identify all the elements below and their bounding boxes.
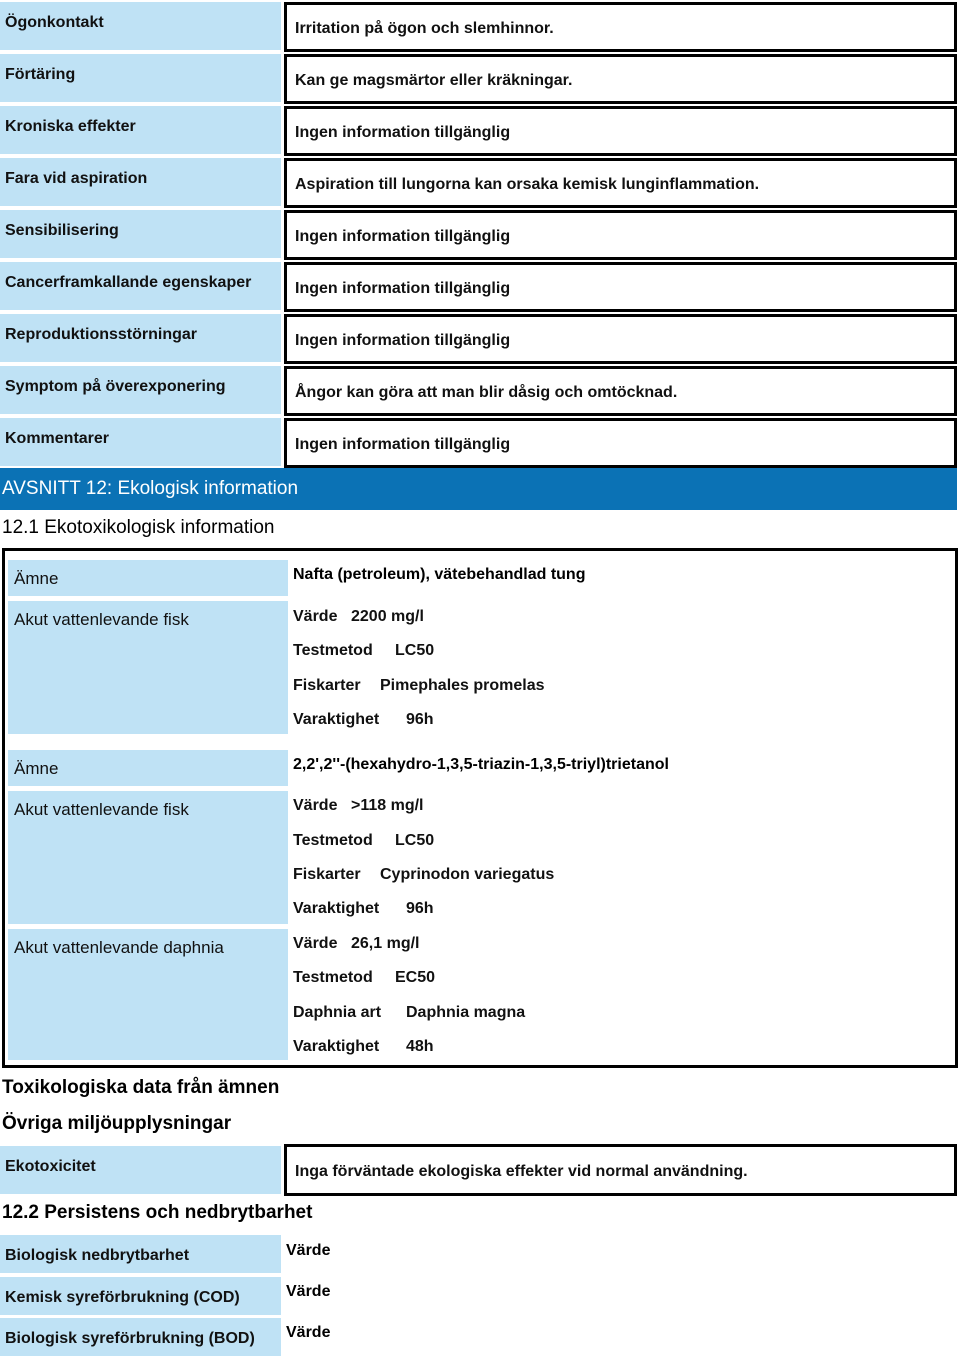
- section-12-title: AVSNITT 12: Ekologisk information: [2, 478, 299, 499]
- value-text: Daphnia magna: [406, 1004, 526, 1021]
- value-text: EC50: [395, 969, 436, 986]
- substance-2-name: 2,2',2''-(hexahydro-1,3,5-triazin-1,3,5-triyl)trietanol: [293, 756, 669, 773]
- substance-1-fish-species: [293, 677, 545, 695]
- label-text: Kroniska effekter: [5, 118, 136, 135]
- row-value-eye-contact: [284, 2, 957, 52]
- substance-2-fish-species: [293, 866, 554, 884]
- row-value-comments: [284, 418, 957, 468]
- key-text: Värde: [293, 935, 338, 952]
- biodegradability-value: Värde: [286, 1242, 331, 1259]
- substance-1-name: Nafta (petroleum), vätebehandlad tung: [293, 566, 586, 583]
- substance-2-fish-label: [8, 791, 288, 924]
- label-text: Fara vid aspiration: [5, 170, 148, 187]
- value-text: >118 mg/l: [351, 797, 424, 814]
- row-label-carcinogenicity: [0, 262, 281, 310]
- label-text: Ekotoxicitet: [5, 1158, 96, 1175]
- label-text: Kommentarer: [5, 430, 110, 447]
- value-text: Ångor kan göra att man blir dåsig och omtöcknad.: [295, 384, 678, 401]
- label-text: Sensibilisering: [5, 222, 119, 239]
- value-text: Ingen information tillgänglig: [295, 332, 511, 349]
- value-text: Ingen information tillgänglig: [295, 124, 511, 141]
- key-text: Testmetod: [293, 642, 373, 659]
- label-text: Biologisk syreförbrukning (BOD): [5, 1330, 255, 1347]
- label-text: Akut vattenlevande daphnia: [14, 938, 224, 957]
- subsection-12-1-heading: 12.1 Ekotoxikologisk information: [2, 517, 275, 538]
- row-value-reproductive-toxicity: [284, 314, 957, 364]
- label-text: Ämne: [14, 569, 59, 588]
- value-text: LC50: [395, 642, 435, 659]
- key-text: Varaktighet: [293, 900, 380, 917]
- value-text: 96h: [406, 900, 434, 917]
- substance-1-fish-duration: [293, 711, 434, 729]
- ecotoxicity-value: [284, 1144, 957, 1196]
- value-text: Aspiration till lungorna kan orsaka kemisk lunginflammation.: [295, 176, 760, 193]
- label-text: Akut vattenlevande fisk: [14, 610, 189, 629]
- substance-2-daphnia-method: [293, 969, 435, 987]
- biodegradability-label: [0, 1235, 281, 1273]
- substance-2-daphnia-duration: [293, 1038, 434, 1056]
- row-value-carcinogenicity: [284, 262, 957, 312]
- substance-1-fish-value: [293, 608, 424, 626]
- value-text: Kan ge magsmärtor eller kräkningar.: [295, 72, 573, 89]
- label-text: Reproduktionsstörningar: [5, 326, 198, 343]
- value-text: 26,1 mg/l: [351, 935, 420, 952]
- key-text: Värde: [293, 608, 338, 625]
- row-label-overexposure-symptoms: [0, 366, 281, 414]
- row-label-comments: [0, 418, 281, 466]
- subsection-12-2-heading: 12.2 Persistens och nedbrytbarhet: [2, 1202, 313, 1223]
- key-text: Testmetod: [293, 969, 373, 986]
- bod-label: [0, 1318, 281, 1356]
- value-text: Cyprinodon variegatus: [380, 866, 555, 883]
- label-text: Symptom på överexponering: [5, 378, 226, 395]
- value-text: Inga förväntade ekologiska effekter vid normal användning.: [295, 1163, 748, 1180]
- label-text: Biologisk nedbrytbarhet: [5, 1247, 190, 1264]
- key-text: Fiskarter: [293, 677, 361, 694]
- label-text: Ämne: [14, 759, 59, 778]
- key-text: Varaktighet: [293, 1038, 380, 1055]
- substance-2-daphnia-label: [8, 929, 288, 1060]
- bod-value: Värde: [286, 1324, 331, 1341]
- row-value-ingestion: [284, 54, 957, 104]
- row-label-eye-contact: [0, 2, 281, 50]
- substance-2-label: [8, 750, 288, 786]
- value-text: Ingen information tillgänglig: [295, 228, 511, 245]
- tox-data-heading: Toxikologiska data från ämnen: [2, 1077, 280, 1098]
- label-text: Ögonkontakt: [5, 14, 104, 31]
- value-text: Ingen information tillgänglig: [295, 280, 511, 297]
- value-text: Irritation på ögon och slemhinnor.: [295, 20, 554, 37]
- substance-2-fish-duration: [293, 900, 434, 918]
- row-label-chronic-effects: [0, 106, 281, 154]
- substance-2-fish-method: [293, 832, 434, 850]
- row-value-chronic-effects: [284, 106, 957, 156]
- row-value-sensitisation: [284, 210, 957, 260]
- row-label-aspiration-hazard: [0, 158, 281, 206]
- key-text: Värde: [293, 797, 338, 814]
- key-text: Fiskarter: [293, 866, 361, 883]
- label-text: Akut vattenlevande fisk: [14, 800, 189, 819]
- row-value-aspiration-hazard: [284, 158, 957, 208]
- other-env-info-heading: Övriga miljöupplysningar: [2, 1113, 232, 1134]
- value-text: Ingen information tillgänglig: [295, 436, 511, 453]
- row-label-reproductive-toxicity: [0, 314, 281, 362]
- substance-1-fish-label: [8, 601, 288, 734]
- key-text: Daphnia art: [293, 1004, 382, 1021]
- row-label-ingestion: [0, 54, 281, 102]
- ecotoxicity-label: [0, 1146, 281, 1194]
- value-text: 96h: [406, 711, 434, 728]
- key-text: Testmetod: [293, 832, 373, 849]
- substance-2-daphnia-value: [293, 935, 419, 953]
- cod-label: [0, 1277, 281, 1315]
- value-text: LC50: [395, 832, 435, 849]
- value-text: Pimephales promelas: [380, 677, 545, 694]
- value-text: 2200 mg/l: [351, 608, 424, 625]
- cod-value: Värde: [286, 1283, 331, 1300]
- label-text: Cancerframkallande egenskaper: [5, 274, 252, 291]
- label-text: Förtäring: [5, 66, 76, 83]
- row-label-sensitisation: [0, 210, 281, 258]
- substance-2-fish-value: [293, 797, 424, 815]
- substance-1-fish-method: [293, 642, 434, 660]
- substance-1-label: [8, 560, 288, 596]
- label-text: Kemisk syreförbrukning (COD): [5, 1289, 240, 1306]
- row-value-overexposure-symptoms: [284, 366, 957, 416]
- substance-2-daphnia-species: [293, 1004, 525, 1022]
- section-12-header: [0, 468, 957, 510]
- key-text: Varaktighet: [293, 711, 380, 728]
- value-text: 48h: [406, 1038, 434, 1055]
